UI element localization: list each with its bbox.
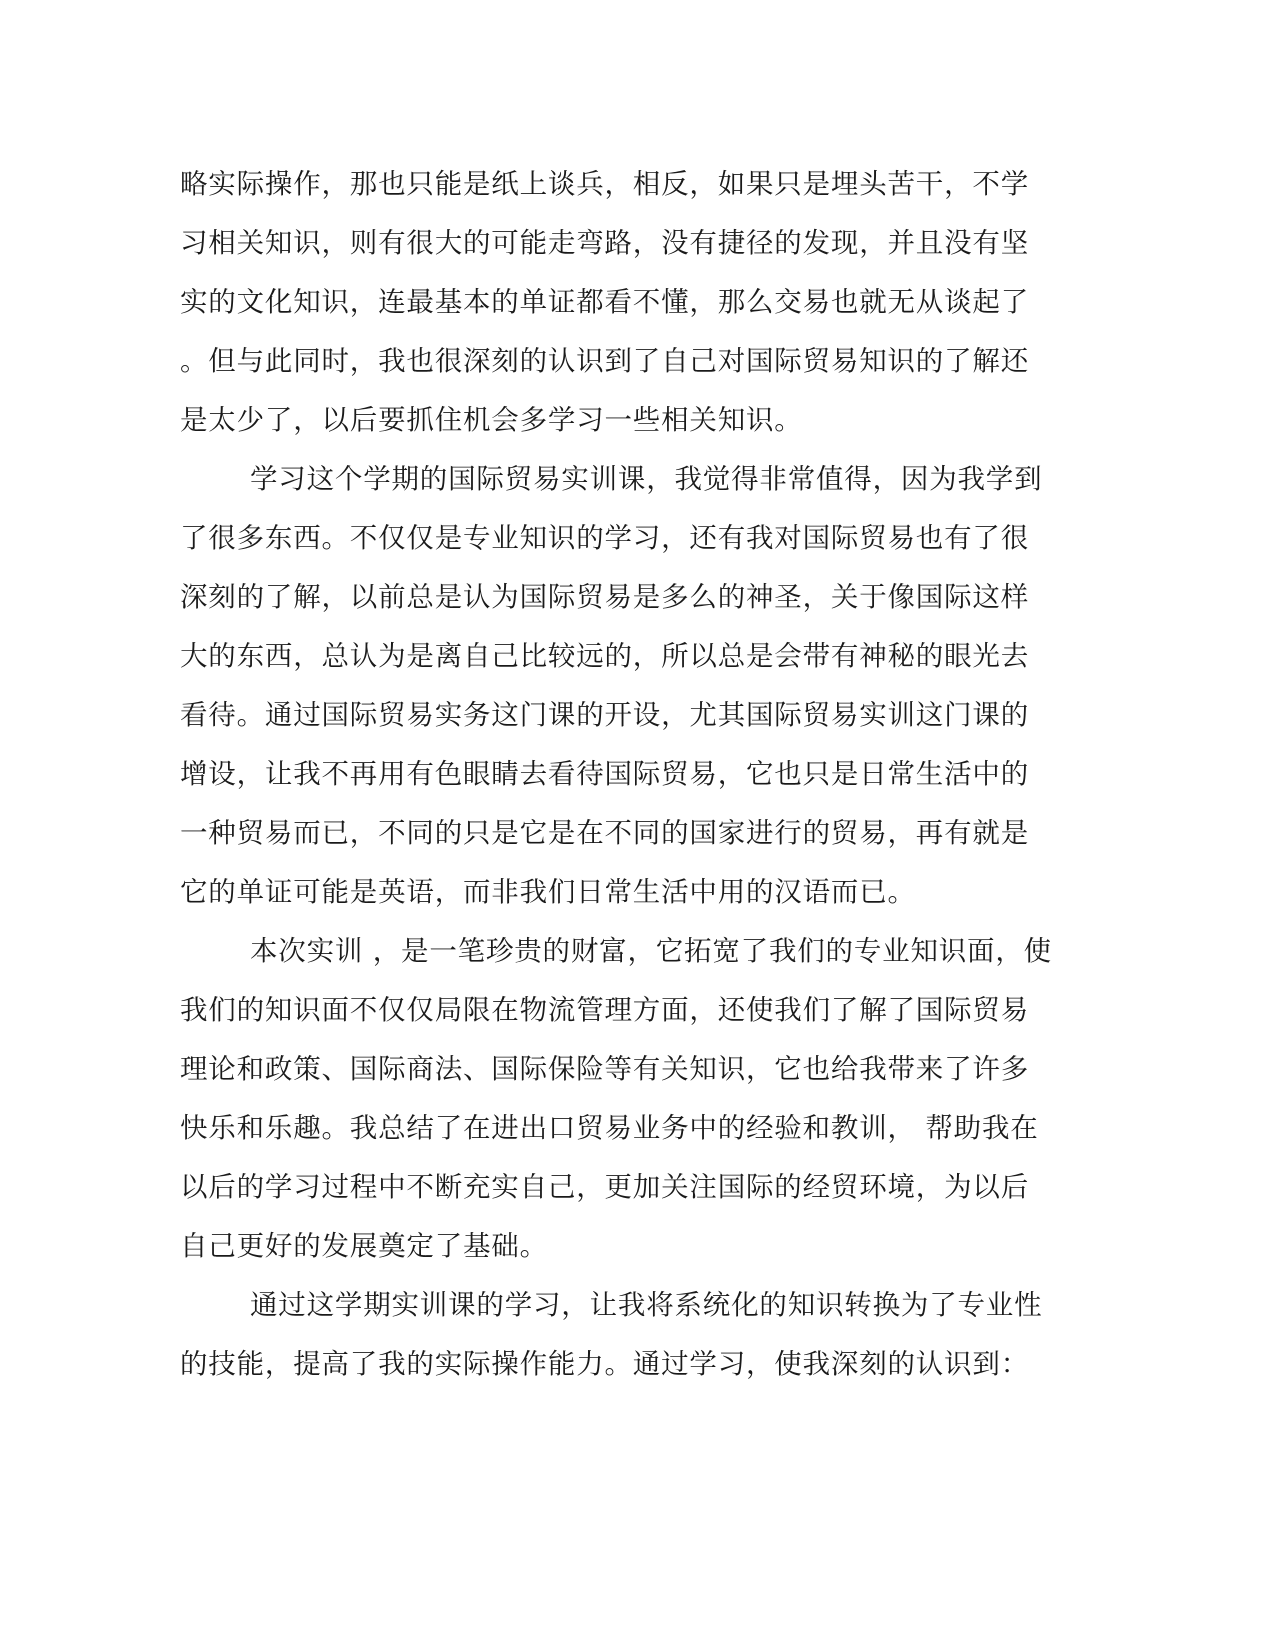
paragraph-1 <box>180 155 1060 450</box>
text-line: 看待。通过国际贸易实务这门课的开设，尤其国际贸易实训这门课的 <box>180 699 1029 731</box>
text-line: 以后的学习过程中不断充实自己，更加关注国际的经贸环境，为以后 <box>180 1171 1029 1203</box>
text-line: 我们的知识面不仅仅局限在物流管理方面，还使我们了解了国际贸易 <box>180 994 1029 1026</box>
text-line: 的技能，提高了我的实际操作能力。通过学习，使我深刻的认识到： <box>180 1348 1029 1380</box>
text-line: 大的东西，总认为是离自己比较远的，所以总是会带有神秘的眼光去 <box>180 640 1029 672</box>
paragraph-4 <box>180 1276 1060 1394</box>
text-line: 深刻的了解，以前总是认为国际贸易是多么的神圣，关于像国际这样 <box>180 581 1029 613</box>
text-line: 习相关知识，则有很大的可能走弯路，没有捷径的发现，并且没有坚 <box>180 227 1029 259</box>
text-line: 本次实训 ，是一笔珍贵的财富，它拓宽了我们的专业知识面，使 <box>250 935 1052 967</box>
text-line: 是太少了，以后要抓住机会多学习一些相关知识。 <box>180 404 803 436</box>
text-line: 快乐和乐趣。我总结了在进出口贸易业务中的经验和教训， 帮助我在 <box>180 1112 1039 1144</box>
text-line: 理论和政策、国际商法、国际保险等有关知识，它也给我带来了许多 <box>180 1053 1029 1085</box>
document-body <box>180 155 1060 1394</box>
text-line: 增设，让我不再用有色眼睛去看待国际贸易，它也只是日常生活中的 <box>180 758 1029 790</box>
text-line: 学习这个学期的国际贸易实训课，我觉得非常值得，因为我学到 <box>250 463 1043 495</box>
paragraph-2 <box>180 450 1060 922</box>
text-line: 实的文化知识，连最基本的单证都看不懂，那么交易也就无从谈起了 <box>180 286 1029 318</box>
text-line: 一种贸易而已，不同的只是它是在不同的国家进行的贸易，再有就是 <box>180 817 1029 849</box>
text-line: 。但与此同时，我也很深刻的认识到了自己对国际贸易知识的了解还 <box>180 345 1029 377</box>
text-line: 自己更好的发展奠定了基础。 <box>180 1230 548 1262</box>
text-line: 了很多东西。不仅仅是专业知识的学习，还有我对国际贸易也有了很 <box>180 522 1029 554</box>
text-line: 通过这学期实训课的学习，让我将系统化的知识转换为了专业性 <box>250 1289 1043 1321</box>
text-line: 略实际操作，那也只能是纸上谈兵，相反，如果只是埋头苦干，不学 <box>180 168 1029 200</box>
paragraph-3 <box>180 922 1060 1276</box>
text-line: 它的单证可能是英语，而非我们日常生活中用的汉语而已。 <box>180 876 916 908</box>
